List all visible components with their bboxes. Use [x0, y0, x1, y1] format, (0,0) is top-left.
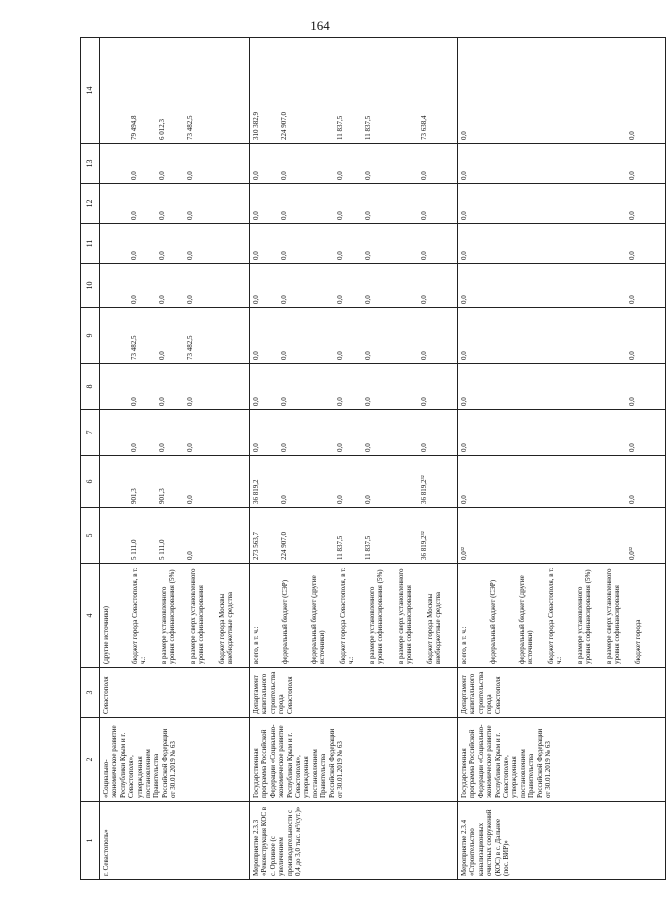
value: 11 837,5: [336, 115, 344, 140]
value: 0,0: [364, 211, 372, 220]
value: [214, 459, 242, 504]
value: 0,0: [628, 131, 636, 140]
value: [392, 311, 420, 360]
column-number-14: 14: [81, 38, 100, 144]
value: [600, 147, 628, 180]
value: [488, 267, 516, 304]
value: [102, 367, 130, 406]
funding-source-cell: [100, 564, 250, 668]
value: 0,0: [186, 495, 194, 504]
value: 273 563,7: [252, 532, 260, 560]
value: 0,0: [280, 351, 288, 360]
column-number-2: 2: [81, 718, 100, 802]
value: 0,0: [252, 397, 260, 406]
value: 0,0: [336, 495, 344, 504]
value: [392, 367, 420, 406]
value: 0,0: [158, 443, 166, 452]
funding-source-line: в размере установленного уровня софинансирования (5%): [368, 569, 385, 664]
value-cell-col-14: [250, 38, 458, 144]
value: [516, 413, 544, 452]
cell-c1: Мероприятие 2.3.3 «Реконструкция КОС в с. Орлиное (с увеличением производительности с 0,4 до 3,0 тыс. м³/сут.)»: [250, 802, 458, 880]
value: [600, 413, 628, 452]
value: [488, 311, 516, 360]
value: 0,0: [460, 351, 468, 360]
value-cell-col-9: [100, 308, 250, 364]
value: [102, 459, 130, 504]
value: 224 907,0: [280, 532, 288, 560]
value: 11 837,5: [336, 535, 344, 560]
value: [544, 187, 572, 220]
value: 0,0: [364, 251, 372, 260]
value-cell-col-12: [100, 184, 250, 224]
funding-source-line: всего, в т. ч.:: [460, 626, 468, 664]
value: [102, 267, 130, 304]
column-number-10: 10: [81, 264, 100, 308]
funding-source-line: в размере установленного уровня софинансирования (5%): [160, 569, 177, 664]
value: [488, 511, 516, 560]
value: 0,0: [628, 295, 636, 304]
value: [600, 187, 628, 220]
value: [600, 459, 628, 504]
value: 11 837,5: [364, 115, 372, 140]
value: 0,0: [252, 443, 260, 452]
value: 79 494,8: [130, 115, 138, 140]
value: [516, 459, 544, 504]
value: 224 907,0: [280, 112, 288, 140]
value: [392, 267, 420, 304]
value: 0,0: [252, 351, 260, 360]
value: 0,0: [364, 443, 372, 452]
value: 0,0: [158, 251, 166, 260]
value: [392, 187, 420, 220]
value: 11 837,5: [364, 535, 372, 560]
value: 5 111,0: [158, 539, 166, 560]
value-cell-col-8: [250, 364, 458, 410]
value: [308, 459, 336, 504]
page-number: 164: [310, 18, 330, 33]
value: 0,0: [186, 443, 194, 452]
value: 0,0: [420, 211, 428, 220]
value: 0,0: [158, 171, 166, 180]
value: [488, 367, 516, 406]
value: [102, 311, 130, 360]
cell-c2: «Социально-экономическое развитие Республики Крым и г. Севастополя», утвержденная постановлением Правительства Российской Федерации от 30.01.2019 № 63: [100, 718, 250, 802]
value: 0,0: [420, 351, 428, 360]
value-cell-col-11: [100, 224, 250, 264]
value: [102, 187, 130, 220]
value: [572, 311, 600, 360]
value: [516, 187, 544, 220]
value: [214, 147, 242, 180]
value-cell-col-12: [250, 184, 458, 224]
value-cell-col-6: [458, 456, 666, 508]
funding-source-line: всего, в т. ч.:: [252, 626, 260, 664]
value: 0,0: [252, 251, 260, 260]
value: [308, 187, 336, 220]
value: [544, 511, 572, 560]
value: 0,0: [336, 295, 344, 304]
value: 0,0: [364, 295, 372, 304]
value: 0,0: [186, 551, 194, 560]
value: 6 012,3: [158, 119, 166, 140]
value: 0,0: [158, 295, 166, 304]
column-number-5: 5: [81, 508, 100, 564]
value: 0,0: [186, 295, 194, 304]
column-number-7: 7: [81, 410, 100, 456]
value: [392, 227, 420, 260]
value: 0,0: [252, 295, 260, 304]
value: [600, 267, 628, 304]
column-number-12: 12: [81, 184, 100, 224]
value: 0,0: [252, 171, 260, 180]
value: 0,0: [280, 171, 288, 180]
value: [544, 413, 572, 452]
value-cell-col-6: [250, 456, 458, 508]
value: [488, 147, 516, 180]
value: [102, 227, 130, 260]
funding-source-line: федеральный бюджет (другие источники): [310, 575, 327, 664]
value-cell-col-7: [458, 410, 666, 456]
value: 0,0³²: [460, 547, 468, 560]
value: 0,0: [336, 171, 344, 180]
value: 0,0: [158, 351, 166, 360]
value: [516, 267, 544, 304]
value: 0,0: [364, 495, 372, 504]
value: 0,0: [186, 251, 194, 260]
value-cell-col-9: [458, 308, 666, 364]
value-cell-col-5: [458, 508, 666, 564]
funding-source-line: в размере сверх установленного уровня софинансирования: [189, 568, 206, 664]
value: 0,0: [460, 211, 468, 220]
funding-source-cell: [458, 564, 666, 668]
column-number-6: 6: [81, 456, 100, 508]
value: [600, 311, 628, 360]
value: [214, 41, 242, 140]
value: [102, 511, 130, 560]
value: 0,0: [186, 171, 194, 180]
value: 0,0: [460, 131, 468, 140]
value-cell-col-5: [100, 508, 250, 564]
value: 36 819,2³²: [420, 475, 428, 504]
value: 0,0: [336, 351, 344, 360]
value: [572, 367, 600, 406]
value-cell-col-13: [250, 144, 458, 184]
value-cell-col-10: [250, 264, 458, 308]
value-cell-col-10: [458, 264, 666, 308]
funding-source-line: федеральный бюджет (СЭР): [281, 579, 289, 664]
value: [488, 413, 516, 452]
value-cell-col-11: [250, 224, 458, 264]
value: [516, 41, 544, 140]
value-cell-col-7: [250, 410, 458, 456]
value: [516, 147, 544, 180]
table-row: [100, 38, 250, 880]
cell-c1: Мероприятие 2.3.4 «Строительство канализационных очистных сооружений (КОС) в с. Дальнее (пос. ВИР)»: [458, 802, 666, 880]
value: 0,0: [460, 397, 468, 406]
value: [488, 187, 516, 220]
value: [214, 367, 242, 406]
value: 0,0: [364, 171, 372, 180]
value: 0,0: [280, 211, 288, 220]
value: 5 111,0: [130, 539, 138, 560]
cell-c3: Департамент капитального строительства города Севастополя: [250, 668, 458, 718]
funding-source-line: бюджет города Москвы внебюджетные средства: [426, 591, 443, 664]
value: 0,0: [130, 397, 138, 406]
value: [544, 147, 572, 180]
value: 0,0: [280, 495, 288, 504]
value: 0,0: [186, 397, 194, 406]
value: 0,0: [628, 397, 636, 406]
value: [392, 147, 420, 180]
value: [308, 147, 336, 180]
value: [572, 267, 600, 304]
value-cell-col-10: [100, 264, 250, 308]
value-cell-col-12: [458, 184, 666, 224]
value: 0,0: [336, 211, 344, 220]
value: [214, 413, 242, 452]
table-row: [458, 38, 666, 880]
funding-source-line: бюджет города Севастополя, в т. ч.:: [131, 567, 148, 664]
value: 0,0: [130, 295, 138, 304]
value: [516, 227, 544, 260]
value-cell-col-11: [458, 224, 666, 264]
cell-c1: г. Севастополь»: [100, 802, 250, 880]
value: 0,0: [628, 443, 636, 452]
value: [214, 267, 242, 304]
value: [392, 41, 420, 140]
value: [308, 367, 336, 406]
value: [488, 459, 516, 504]
value: 0,0: [186, 211, 194, 220]
budget-table: [80, 37, 666, 880]
column-number-8: 8: [81, 364, 100, 410]
funding-source-line: федеральный бюджет (другие источники): [518, 575, 535, 664]
value: [102, 147, 130, 180]
value: [516, 367, 544, 406]
value: [572, 41, 600, 140]
value: 0,0: [280, 397, 288, 406]
value-cell-col-14: [100, 38, 250, 144]
value: 0,0: [158, 211, 166, 220]
value-cell-col-7: [100, 410, 250, 456]
value: 0,0: [628, 495, 636, 504]
value: [488, 41, 516, 140]
value: [544, 459, 572, 504]
value: [214, 511, 242, 560]
column-number-9: 9: [81, 308, 100, 364]
column-number-3: 3: [81, 668, 100, 718]
value: 901,3: [130, 488, 138, 504]
value: 0,0: [420, 251, 428, 260]
funding-source-line: федеральный бюджет (СЭР): [489, 579, 497, 664]
cell-c3: Департамент капитального строительства города Севастополя: [458, 668, 666, 718]
value: [572, 227, 600, 260]
value: [214, 227, 242, 260]
column-number-4: 4: [81, 564, 100, 668]
funding-source-line: (другие источники): [102, 606, 110, 664]
value: [308, 413, 336, 452]
value: 73 638,4: [420, 115, 428, 140]
value: 73 482,5: [186, 335, 194, 360]
value: [392, 459, 420, 504]
value: [214, 187, 242, 220]
rotated-table-sheet: [80, 42, 642, 880]
value: [600, 227, 628, 260]
value: [102, 41, 130, 140]
value: 0,0: [336, 251, 344, 260]
value: 0,0: [460, 251, 468, 260]
funding-source-line: бюджет города Севастополя, в т. ч.:: [547, 567, 564, 664]
value: 0,0: [158, 397, 166, 406]
value: [308, 41, 336, 140]
value-cell-col-9: [250, 308, 458, 364]
value: [544, 311, 572, 360]
value: 0,0: [628, 211, 636, 220]
value: [392, 511, 420, 560]
value: 0,0: [336, 397, 344, 406]
value: 0,0: [420, 171, 428, 180]
value: 0,0: [130, 211, 138, 220]
column-number-13: 13: [81, 144, 100, 184]
value: 0,0: [336, 443, 344, 452]
value: 0,0: [628, 351, 636, 360]
value: [544, 367, 572, 406]
value: 0,0: [252, 211, 260, 220]
funding-source-line: бюджет города Москвы внебюджетные средства: [218, 591, 235, 664]
value: [544, 41, 572, 140]
value: 0,0: [460, 295, 468, 304]
value: [308, 227, 336, 260]
value: [600, 367, 628, 406]
table-row: [250, 38, 458, 880]
value: 0,0: [420, 397, 428, 406]
value: 36 819,2³²: [420, 531, 428, 560]
value: [572, 147, 600, 180]
value: [308, 511, 336, 560]
value-cell-col-14: [458, 38, 666, 144]
funding-source-line: бюджет города Севастополя, в т. ч.:: [339, 567, 356, 664]
value: [214, 311, 242, 360]
value: [516, 311, 544, 360]
value-cell-col-5: [250, 508, 458, 564]
value: 0,0: [130, 443, 138, 452]
funding-source-cell: [250, 564, 458, 668]
value: 0,0: [420, 295, 428, 304]
value: 0,0³²: [628, 547, 636, 560]
value: [488, 227, 516, 260]
value: 0,0: [628, 171, 636, 180]
value: 0,0: [280, 251, 288, 260]
value: 73 482,5: [186, 115, 194, 140]
value-cell-col-13: [458, 144, 666, 184]
value: [600, 41, 628, 140]
value: [572, 413, 600, 452]
value: 0,0: [628, 251, 636, 260]
value: 310 382,9: [252, 112, 260, 140]
value: [572, 511, 600, 560]
value-cell-col-8: [100, 364, 250, 410]
column-number-1: 1: [81, 802, 100, 880]
value: [392, 413, 420, 452]
value: 0,0: [460, 443, 468, 452]
value: 36 819,2: [252, 479, 260, 504]
value: [544, 267, 572, 304]
value: [544, 227, 572, 260]
value: 0,0: [130, 171, 138, 180]
value: [516, 511, 544, 560]
funding-source-line: бюджет города: [634, 619, 642, 664]
column-number-11: 11: [81, 224, 100, 264]
value: 0,0: [460, 495, 468, 504]
value: [572, 459, 600, 504]
value: 0,0: [420, 443, 428, 452]
funding-source-line: в размере сверх установленного уровня софинансирования: [397, 568, 414, 664]
funding-source-line: в размере установленного уровня софинансирования (5%): [576, 569, 593, 664]
value: 0,0: [364, 351, 372, 360]
value: [308, 267, 336, 304]
value: [308, 311, 336, 360]
cell-c2: Государственная программа Российской Федерации «Социально-экономическое развитие Республики Крым и г. Севастополя», утвержденная постановлением Правительства Российской Федерации от 30.01.2019 № 63: [250, 718, 458, 802]
value-cell-col-13: [100, 144, 250, 184]
column-number-row: [81, 38, 100, 880]
value: 0,0: [280, 443, 288, 452]
funding-source-line: в размере сверх установленного уровня софинансирования: [605, 568, 622, 664]
cell-c2: Государственная программа Российской Федерации «Социально-экономическое развитие Республики Крым и г. Севастополя», утвержденная постановлением Правительства Российской Федерации от 30.01.2019 № 63: [458, 718, 666, 802]
value: [572, 187, 600, 220]
value: 0,0: [460, 171, 468, 180]
cell-c3: Севастополя: [100, 668, 250, 718]
value: 901,3: [158, 488, 166, 504]
value-cell-col-6: [100, 456, 250, 508]
value-cell-col-8: [458, 364, 666, 410]
value: 73 482,5: [130, 335, 138, 360]
value: [600, 511, 628, 560]
value: 0,0: [364, 397, 372, 406]
value: 0,0: [130, 251, 138, 260]
value: [102, 413, 130, 452]
value: 0,0: [280, 295, 288, 304]
